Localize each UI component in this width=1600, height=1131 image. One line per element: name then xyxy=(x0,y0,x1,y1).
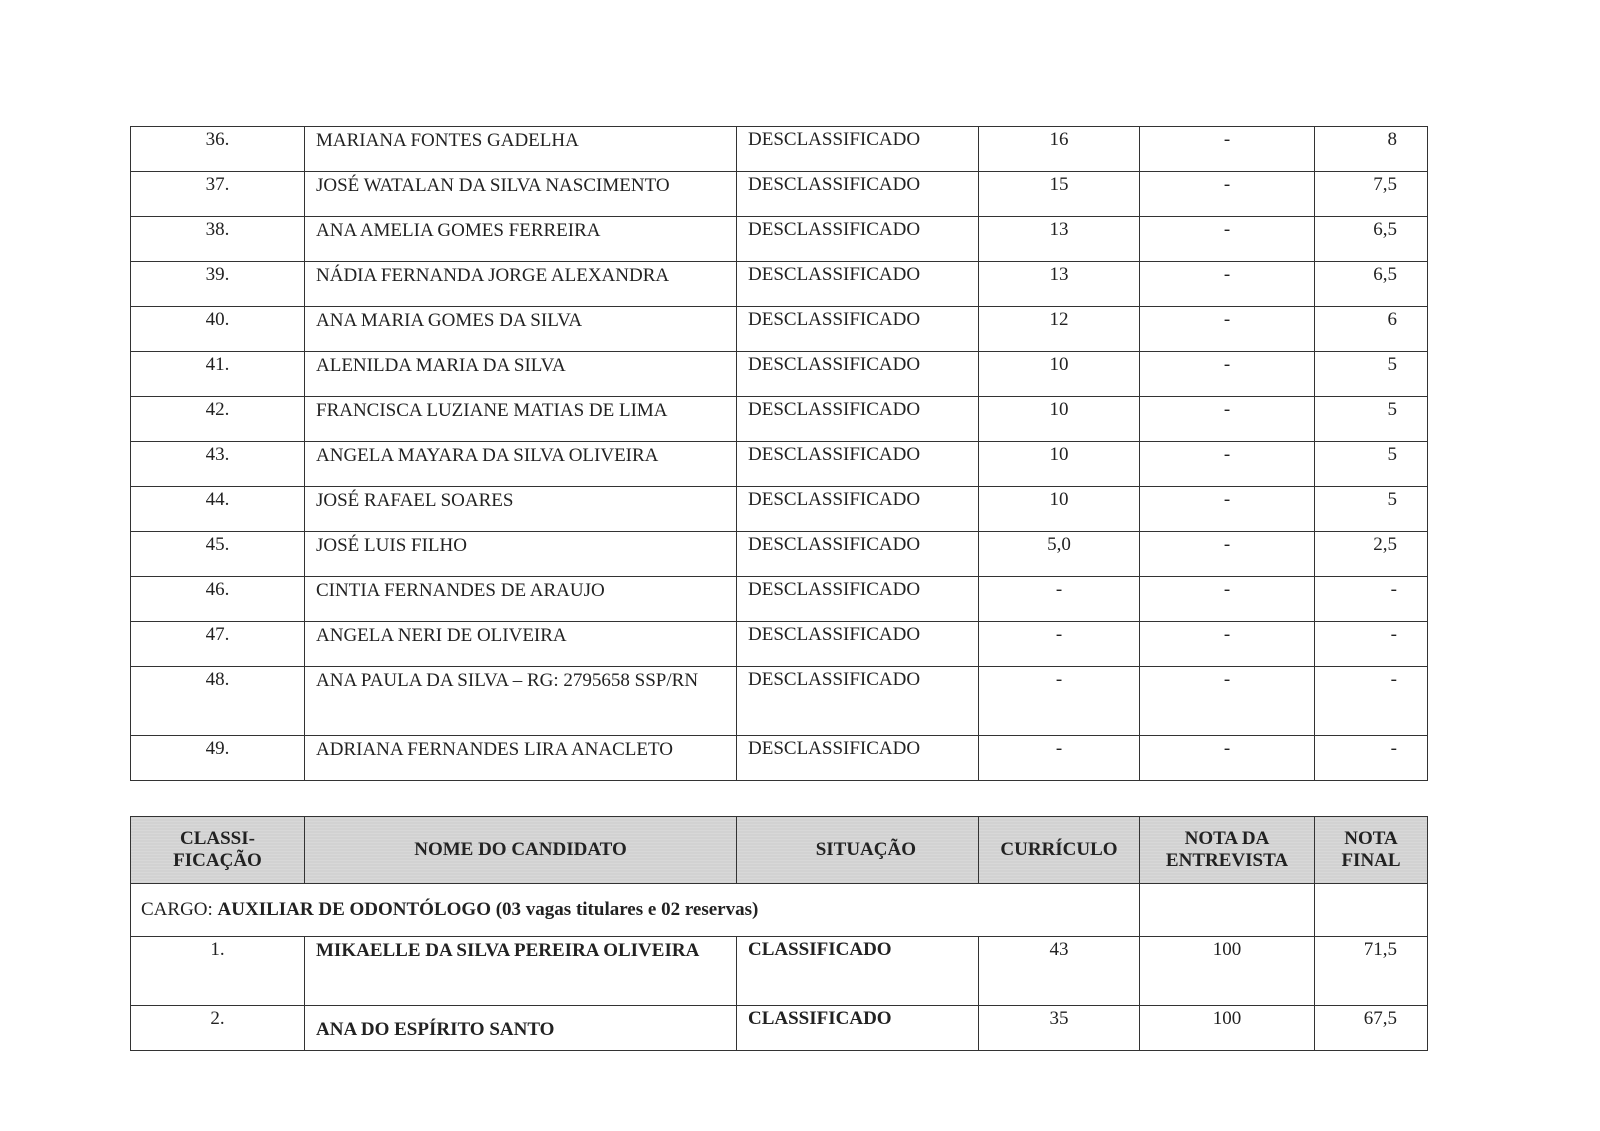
final-score-cell: 6,5 xyxy=(1315,262,1428,307)
interview-score-cell: - xyxy=(1140,736,1315,781)
table-row xyxy=(131,352,1428,397)
situation-cell: DESCLASSIFICADO xyxy=(737,622,979,667)
situation-cell: DESCLASSIFICADO xyxy=(737,577,979,622)
situation-cell: DESCLASSIFICADO xyxy=(737,262,979,307)
curriculum-score-cell: 10 xyxy=(979,442,1140,487)
classification-cell: 1. xyxy=(131,937,305,1006)
candidate-name-cell: JOSÉ RAFAEL SOARES xyxy=(305,487,737,532)
final-score-cell: - xyxy=(1315,577,1428,622)
curriculum-score-cell: 35 xyxy=(979,1006,1140,1051)
final-score-cell: 5 xyxy=(1315,397,1428,442)
situation-cell: CLASSIFICADO xyxy=(737,1006,979,1051)
header-classification xyxy=(131,817,305,884)
situation-cell: DESCLASSIFICADO xyxy=(737,487,979,532)
header-situation: SITUAÇÃO xyxy=(737,817,979,884)
final-score-cell: 71,5 xyxy=(1315,937,1428,1006)
header-candidate-name: NOME DO CANDIDATO xyxy=(305,817,737,884)
classification-cell: 36. xyxy=(131,127,305,172)
table-row xyxy=(131,127,1428,172)
final-score-cell: 6 xyxy=(1315,307,1428,352)
classification-cell: 37. xyxy=(131,172,305,217)
classification-cell: 40. xyxy=(131,307,305,352)
classification-cell: 47. xyxy=(131,622,305,667)
curriculum-score-cell: 12 xyxy=(979,307,1140,352)
candidate-name-cell: NÁDIA FERNANDA JORGE ALEXANDRA xyxy=(305,262,737,307)
header-final-score xyxy=(1315,817,1428,884)
curriculum-score-cell: 10 xyxy=(979,352,1140,397)
cargo-cell xyxy=(131,884,1140,937)
table-body xyxy=(131,884,1428,1051)
interview-score-cell: - xyxy=(1140,442,1315,487)
candidate-name-cell: ALENILDA MARIA DA SILVA xyxy=(305,352,737,397)
table-row xyxy=(131,172,1428,217)
final-score-cell: - xyxy=(1315,622,1428,667)
candidate-name-cell: ANGELA MAYARA DA SILVA OLIVEIRA xyxy=(305,442,737,487)
candidate-name-cell: ANA MARIA GOMES DA SILVA xyxy=(305,307,737,352)
final-score-cell: 5 xyxy=(1315,352,1428,397)
empty-cell xyxy=(1140,884,1315,937)
situation-cell: DESCLASSIFICADO xyxy=(737,172,979,217)
situation-cell: DESCLASSIFICADO xyxy=(737,442,979,487)
interview-score-cell: - xyxy=(1140,127,1315,172)
interview-score-cell: - xyxy=(1140,397,1315,442)
final-score-cell: 5 xyxy=(1315,442,1428,487)
situation-cell: DESCLASSIFICADO xyxy=(737,217,979,262)
candidate-name-cell: MIKAELLE DA SILVA PEREIRA OLIVEIRA xyxy=(305,937,737,1006)
situation-cell: DESCLASSIFICADO xyxy=(737,736,979,781)
header-row xyxy=(131,817,1428,884)
table-row xyxy=(131,1006,1428,1051)
interview-score-cell: - xyxy=(1140,352,1315,397)
table-row xyxy=(131,217,1428,262)
curriculum-score-cell: - xyxy=(979,622,1140,667)
interview-score-cell: - xyxy=(1140,577,1315,622)
curriculum-score-cell: 10 xyxy=(979,397,1140,442)
table-row xyxy=(131,736,1428,781)
situation-cell: DESCLASSIFICADO xyxy=(737,352,979,397)
cargo-title: AUXILIAR DE ODONTÓLOGO (03 vagas titulares e 02 reservas) xyxy=(217,899,759,920)
results-table-auxiliar-odontologo xyxy=(130,816,1428,1051)
header-classification-line1: CLASSI- xyxy=(180,828,255,849)
final-score-cell: 5 xyxy=(1315,487,1428,532)
final-score-cell: 7,5 xyxy=(1315,172,1428,217)
candidate-name-cell: ANA DO ESPÍRITO SANTO xyxy=(305,1006,737,1051)
table-header xyxy=(131,817,1428,884)
classification-cell: 46. xyxy=(131,577,305,622)
interview-score-cell: - xyxy=(1140,487,1315,532)
final-score-cell: - xyxy=(1315,736,1428,781)
situation-cell: DESCLASSIFICADO xyxy=(737,532,979,577)
classification-cell: 42. xyxy=(131,397,305,442)
candidate-name-cell: FRANCISCA LUZIANE MATIAS DE LIMA xyxy=(305,397,737,442)
cargo-prefix: CARGO: xyxy=(141,899,213,920)
table-row xyxy=(131,667,1428,736)
situation-cell: DESCLASSIFICADO xyxy=(737,667,979,736)
interview-score-cell: - xyxy=(1140,622,1315,667)
table-row xyxy=(131,262,1428,307)
header-final-line1: NOTA xyxy=(1344,828,1398,849)
results-table-desclassificados xyxy=(130,126,1428,781)
interview-score-cell: - xyxy=(1140,532,1315,577)
classification-cell: 39. xyxy=(131,262,305,307)
interview-score-cell: - xyxy=(1140,667,1315,736)
curriculum-score-cell: 13 xyxy=(979,217,1140,262)
curriculum-score-cell: 43 xyxy=(979,937,1140,1006)
header-interview-score xyxy=(1140,817,1315,884)
interview-score-cell: - xyxy=(1140,262,1315,307)
table-row xyxy=(131,622,1428,667)
table-row xyxy=(131,532,1428,577)
cargo-row xyxy=(131,884,1428,937)
curriculum-score-cell: - xyxy=(979,736,1140,781)
empty-cell xyxy=(1315,884,1428,937)
interview-score-cell: 100 xyxy=(1140,1006,1315,1051)
classification-cell: 43. xyxy=(131,442,305,487)
classification-cell: 41. xyxy=(131,352,305,397)
table-row xyxy=(131,487,1428,532)
classification-cell: 49. xyxy=(131,736,305,781)
candidate-name-cell: JOSÉ LUIS FILHO xyxy=(305,532,737,577)
final-score-cell: 6,5 xyxy=(1315,217,1428,262)
interview-score-cell: 100 xyxy=(1140,937,1315,1006)
classification-cell: 44. xyxy=(131,487,305,532)
interview-score-cell: - xyxy=(1140,307,1315,352)
curriculum-score-cell: 13 xyxy=(979,262,1140,307)
header-interview-line1: NOTA DA xyxy=(1184,828,1270,849)
curriculum-score-cell: 16 xyxy=(979,127,1140,172)
curriculum-score-cell: - xyxy=(979,577,1140,622)
candidate-name-cell: ANGELA NERI DE OLIVEIRA xyxy=(305,622,737,667)
candidate-name-cell: JOSÉ WATALAN DA SILVA NASCIMENTO xyxy=(305,172,737,217)
final-score-cell: 2,5 xyxy=(1315,532,1428,577)
situation-cell: DESCLASSIFICADO xyxy=(737,307,979,352)
curriculum-score-cell: - xyxy=(979,667,1140,736)
curriculum-score-cell: 10 xyxy=(979,487,1140,532)
table-body xyxy=(131,127,1428,781)
table-row xyxy=(131,397,1428,442)
curriculum-score-cell: 15 xyxy=(979,172,1140,217)
classification-cell: 2. xyxy=(131,1006,305,1051)
candidate-name-cell: ANA PAULA DA SILVA – RG: 2795658 SSP/RN xyxy=(305,667,737,736)
table-row xyxy=(131,307,1428,352)
situation-cell: CLASSIFICADO xyxy=(737,937,979,1006)
situation-cell: DESCLASSIFICADO xyxy=(737,397,979,442)
final-score-cell: 8 xyxy=(1315,127,1428,172)
candidate-name-cell: CINTIA FERNANDES DE ARAUJO xyxy=(305,577,737,622)
interview-score-cell: - xyxy=(1140,172,1315,217)
candidate-name-cell: ANA AMELIA GOMES FERREIRA xyxy=(305,217,737,262)
classification-cell: 45. xyxy=(131,532,305,577)
classification-cell: 38. xyxy=(131,217,305,262)
candidate-name-cell: ADRIANA FERNANDES LIRA ANACLETO xyxy=(305,736,737,781)
classification-cell: 48. xyxy=(131,667,305,736)
curriculum-score-cell: 5,0 xyxy=(979,532,1140,577)
table-row xyxy=(131,577,1428,622)
final-score-cell: - xyxy=(1315,667,1428,736)
header-final-line2: FINAL xyxy=(1341,850,1401,871)
header-interview-line2: ENTREVISTA xyxy=(1165,850,1289,871)
interview-score-cell: - xyxy=(1140,217,1315,262)
table-row xyxy=(131,937,1428,1006)
table-row xyxy=(131,442,1428,487)
header-classification-line2: FICAÇÃO xyxy=(173,850,262,871)
header-curriculum: CURRÍCULO xyxy=(979,817,1140,884)
final-score-cell: 67,5 xyxy=(1315,1006,1428,1051)
situation-cell: DESCLASSIFICADO xyxy=(737,127,979,172)
candidate-name-cell: MARIANA FONTES GADELHA xyxy=(305,127,737,172)
